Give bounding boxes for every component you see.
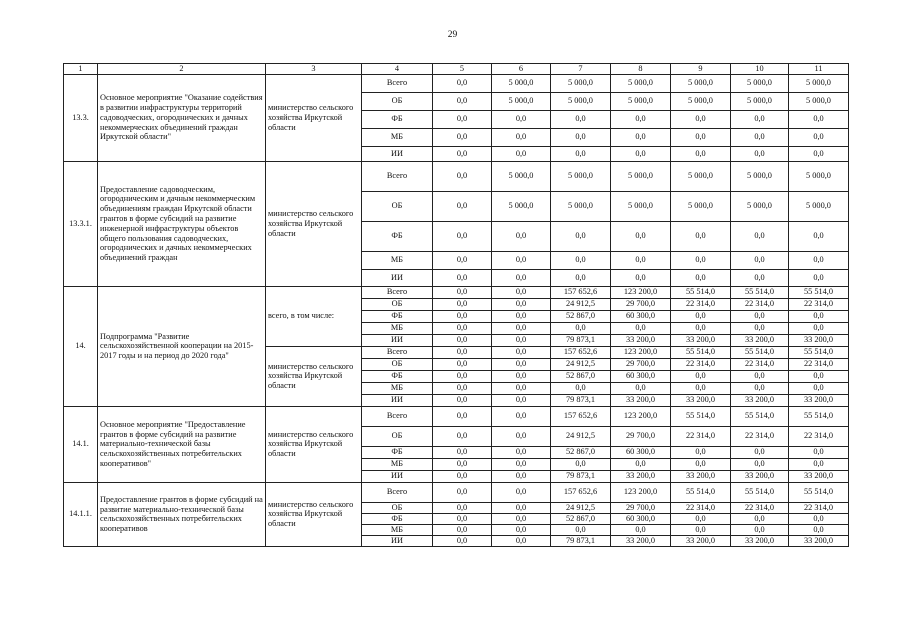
- funding-source: МБ: [362, 458, 433, 470]
- amount-cell: 5 000,0: [671, 92, 731, 110]
- measure-description: Подпрограмма "Развитие сельскохозяйственной кооперации на 2015-2017 годы и на период до 2020 года": [98, 286, 266, 406]
- amount-cell: 0,0: [731, 370, 789, 382]
- amount-cell: 0,0: [492, 502, 551, 513]
- table-row: [64, 406, 849, 426]
- amount-cell: 33 200,0: [671, 470, 731, 482]
- amount-cell: 123 200,0: [611, 346, 671, 358]
- row-code: 13.3.: [64, 74, 98, 161]
- amount-cell: 0,0: [433, 382, 492, 394]
- amount-cell: 0,0: [671, 524, 731, 535]
- column-header: 5: [433, 64, 492, 75]
- responsible-executor: министерство сельского хозяйства Иркутской области: [266, 74, 362, 161]
- amount-cell: 0,0: [611, 128, 671, 146]
- amount-cell: 0,0: [433, 482, 492, 502]
- amount-cell: 0,0: [671, 110, 731, 128]
- amount-cell: 0,0: [671, 128, 731, 146]
- funding-source: Всего: [362, 161, 433, 191]
- column-header: 10: [731, 64, 789, 75]
- amount-cell: 5 000,0: [611, 191, 671, 221]
- amount-cell: 0,0: [671, 446, 731, 458]
- amount-cell: 0,0: [731, 146, 789, 161]
- amount-cell: 60 300,0: [611, 310, 671, 322]
- amount-cell: 55 514,0: [731, 346, 789, 358]
- amount-cell: 0,0: [492, 370, 551, 382]
- amount-cell: 0,0: [671, 269, 731, 286]
- amount-cell: 0,0: [731, 524, 789, 535]
- amount-cell: 0,0: [731, 513, 789, 524]
- column-header: 9: [671, 64, 731, 75]
- amount-cell: 0,0: [433, 92, 492, 110]
- amount-cell: 33 200,0: [611, 394, 671, 406]
- amount-cell: 0,0: [789, 524, 849, 535]
- amount-cell: 5 000,0: [731, 191, 789, 221]
- amount-cell: 55 514,0: [731, 286, 789, 298]
- column-header: 11: [789, 64, 849, 75]
- amount-cell: 5 000,0: [789, 74, 849, 92]
- amount-cell: 33 200,0: [671, 535, 731, 546]
- amount-cell: 0,0: [731, 446, 789, 458]
- amount-cell: 0,0: [551, 382, 611, 394]
- amount-cell: 0,0: [731, 251, 789, 269]
- amount-cell: 0,0: [433, 146, 492, 161]
- amount-cell: 0,0: [611, 322, 671, 334]
- page-number: 29: [447, 30, 458, 40]
- amount-cell: 0,0: [551, 128, 611, 146]
- amount-cell: 5 000,0: [611, 74, 671, 92]
- amount-cell: 0,0: [433, 251, 492, 269]
- column-header: 1: [64, 64, 98, 75]
- table-row: [64, 482, 849, 502]
- amount-cell: 0,0: [433, 161, 492, 191]
- amount-cell: 0,0: [789, 382, 849, 394]
- amount-cell: 0,0: [492, 286, 551, 298]
- amount-cell: 33 200,0: [611, 470, 671, 482]
- amount-cell: 5 000,0: [731, 74, 789, 92]
- amount-cell: 0,0: [551, 110, 611, 128]
- amount-cell: 0,0: [433, 191, 492, 221]
- amount-cell: 0,0: [611, 524, 671, 535]
- amount-cell: 0,0: [433, 334, 492, 346]
- funding-source: ФБ: [362, 446, 433, 458]
- amount-cell: 33 200,0: [731, 470, 789, 482]
- amount-cell: 0,0: [492, 446, 551, 458]
- amount-cell: 0,0: [551, 146, 611, 161]
- funding-source: Всего: [362, 482, 433, 502]
- amount-cell: 0,0: [492, 382, 551, 394]
- funding-source: Всего: [362, 346, 433, 358]
- amount-cell: 157 652,6: [551, 406, 611, 426]
- amount-cell: 24 912,5: [551, 502, 611, 513]
- amount-cell: 5 000,0: [551, 92, 611, 110]
- column-header: 2: [98, 64, 266, 75]
- amount-cell: 0,0: [551, 524, 611, 535]
- amount-cell: 0,0: [611, 458, 671, 470]
- amount-cell: 29 700,0: [611, 298, 671, 310]
- amount-cell: 79 873,1: [551, 470, 611, 482]
- amount-cell: 0,0: [671, 382, 731, 394]
- amount-cell: 0,0: [433, 426, 492, 446]
- amount-cell: 60 300,0: [611, 513, 671, 524]
- amount-cell: 0,0: [671, 146, 731, 161]
- amount-cell: 0,0: [492, 128, 551, 146]
- funding-source: ИИ: [362, 470, 433, 482]
- column-header: 8: [611, 64, 671, 75]
- amount-cell: 22 314,0: [731, 298, 789, 310]
- amount-cell: 52 867,0: [551, 370, 611, 382]
- amount-cell: 5 000,0: [492, 191, 551, 221]
- amount-cell: 22 314,0: [789, 298, 849, 310]
- amount-cell: 157 652,6: [551, 482, 611, 502]
- amount-cell: 33 200,0: [611, 535, 671, 546]
- responsible-executor: всего, в том числе:: [266, 286, 362, 346]
- funding-source: ОБ: [362, 92, 433, 110]
- column-header: 4: [362, 64, 433, 75]
- amount-cell: 0,0: [433, 394, 492, 406]
- amount-cell: 0,0: [789, 221, 849, 251]
- amount-cell: 79 873,1: [551, 334, 611, 346]
- amount-cell: 0,0: [789, 310, 849, 322]
- amount-cell: 0,0: [492, 221, 551, 251]
- amount-cell: 55 514,0: [789, 482, 849, 502]
- amount-cell: 0,0: [492, 458, 551, 470]
- amount-cell: 0,0: [731, 458, 789, 470]
- amount-cell: 0,0: [551, 221, 611, 251]
- amount-cell: 123 200,0: [611, 482, 671, 502]
- amount-cell: 5 000,0: [789, 191, 849, 221]
- amount-cell: 0,0: [433, 358, 492, 370]
- amount-cell: 24 912,5: [551, 358, 611, 370]
- amount-cell: 0,0: [433, 110, 492, 128]
- amount-cell: 157 652,6: [551, 346, 611, 358]
- amount-cell: 0,0: [789, 146, 849, 161]
- funding-source: МБ: [362, 322, 433, 334]
- amount-cell: 5 000,0: [671, 161, 731, 191]
- amount-cell: 33 200,0: [731, 334, 789, 346]
- amount-cell: 0,0: [492, 310, 551, 322]
- amount-cell: 33 200,0: [731, 394, 789, 406]
- amount-cell: 0,0: [492, 358, 551, 370]
- amount-cell: 60 300,0: [611, 370, 671, 382]
- amount-cell: 0,0: [789, 110, 849, 128]
- table-row: [64, 161, 849, 191]
- amount-cell: 52 867,0: [551, 513, 611, 524]
- amount-cell: 0,0: [492, 513, 551, 524]
- amount-cell: 0,0: [551, 458, 611, 470]
- amount-cell: 55 514,0: [671, 482, 731, 502]
- funding-source: ИИ: [362, 394, 433, 406]
- amount-cell: 55 514,0: [671, 406, 731, 426]
- amount-cell: 0,0: [433, 322, 492, 334]
- measure-description: Основное мероприятие "Оказание содействия в развитии инфраструктуры территорий садоводческих, огороднических и дачных некоммерческих объединений граждан Иркутской области": [98, 74, 266, 161]
- amount-cell: 0,0: [433, 74, 492, 92]
- amount-cell: 0,0: [433, 458, 492, 470]
- amount-cell: 0,0: [492, 110, 551, 128]
- amount-cell: 33 200,0: [789, 470, 849, 482]
- amount-cell: 0,0: [492, 470, 551, 482]
- amount-cell: 55 514,0: [789, 286, 849, 298]
- budget-table: [63, 63, 849, 547]
- funding-source: ОБ: [362, 358, 433, 370]
- amount-cell: 5 000,0: [731, 161, 789, 191]
- column-header: 6: [492, 64, 551, 75]
- amount-cell: 0,0: [731, 310, 789, 322]
- funding-source: МБ: [362, 382, 433, 394]
- amount-cell: 22 314,0: [789, 502, 849, 513]
- amount-cell: 0,0: [671, 370, 731, 382]
- amount-cell: 22 314,0: [671, 426, 731, 446]
- amount-cell: 33 200,0: [611, 334, 671, 346]
- amount-cell: 0,0: [789, 446, 849, 458]
- amount-cell: 0,0: [611, 269, 671, 286]
- amount-cell: 0,0: [433, 535, 492, 546]
- amount-cell: 24 912,5: [551, 298, 611, 310]
- responsible-executor: министерство сельского хозяйства Иркутской области: [266, 161, 362, 286]
- amount-cell: 55 514,0: [731, 406, 789, 426]
- funding-source: ОБ: [362, 298, 433, 310]
- amount-cell: 0,0: [433, 446, 492, 458]
- amount-cell: 5 000,0: [789, 161, 849, 191]
- amount-cell: 33 200,0: [671, 394, 731, 406]
- amount-cell: 0,0: [492, 269, 551, 286]
- amount-cell: 0,0: [731, 382, 789, 394]
- amount-cell: 33 200,0: [789, 394, 849, 406]
- amount-cell: 22 314,0: [731, 426, 789, 446]
- amount-cell: 33 200,0: [789, 334, 849, 346]
- amount-cell: 22 314,0: [671, 358, 731, 370]
- funding-source: Всего: [362, 74, 433, 92]
- funding-source: МБ: [362, 251, 433, 269]
- amount-cell: 123 200,0: [611, 406, 671, 426]
- amount-cell: 0,0: [671, 221, 731, 251]
- amount-cell: 0,0: [789, 128, 849, 146]
- amount-cell: 24 912,5: [551, 426, 611, 446]
- funding-source: ИИ: [362, 269, 433, 286]
- amount-cell: 0,0: [731, 110, 789, 128]
- amount-cell: 22 314,0: [789, 426, 849, 446]
- amount-cell: 0,0: [611, 221, 671, 251]
- amount-cell: 0,0: [671, 322, 731, 334]
- amount-cell: 0,0: [789, 269, 849, 286]
- amount-cell: 0,0: [492, 334, 551, 346]
- measure-description: Предоставление грантов в форме субсидий на развитие материально-технической базы сельскохозяйственных потребительских кооперативов: [98, 482, 266, 546]
- amount-cell: 22 314,0: [731, 502, 789, 513]
- amount-cell: 0,0: [789, 322, 849, 334]
- funding-source: ИИ: [362, 334, 433, 346]
- amount-cell: 0,0: [492, 524, 551, 535]
- amount-cell: 0,0: [611, 146, 671, 161]
- amount-cell: 0,0: [731, 221, 789, 251]
- amount-cell: 55 514,0: [671, 286, 731, 298]
- amount-cell: 29 700,0: [611, 358, 671, 370]
- amount-cell: 29 700,0: [611, 502, 671, 513]
- amount-cell: 0,0: [433, 406, 492, 426]
- measure-description: Предоставление садоводческим, огородническим и дачным некоммерческим объединениям граждан Иркутской области грантов в форме субсидий на развитие инженерной инфраструктуры объектов общего пользования садоводческих, огороднических и дачных некоммерческих объединений граждан: [98, 161, 266, 286]
- amount-cell: 0,0: [433, 310, 492, 322]
- amount-cell: 0,0: [551, 251, 611, 269]
- funding-source: ФБ: [362, 110, 433, 128]
- amount-cell: 55 514,0: [789, 346, 849, 358]
- amount-cell: 0,0: [731, 269, 789, 286]
- row-code: 14.: [64, 286, 98, 406]
- table-row: [64, 74, 849, 92]
- measure-description: Основное мероприятие "Предоставление грантов в форме субсидий на развитие материально-технической базы сельскохозяйственных потребительских кооперативов": [98, 406, 266, 482]
- amount-cell: 5 000,0: [492, 74, 551, 92]
- amount-cell: 0,0: [731, 322, 789, 334]
- amount-cell: 55 514,0: [731, 482, 789, 502]
- amount-cell: 0,0: [551, 322, 611, 334]
- amount-cell: 55 514,0: [671, 346, 731, 358]
- amount-cell: 0,0: [611, 110, 671, 128]
- funding-source: Всего: [362, 286, 433, 298]
- amount-cell: 0,0: [731, 128, 789, 146]
- amount-cell: 79 873,1: [551, 394, 611, 406]
- amount-cell: 0,0: [492, 394, 551, 406]
- amount-cell: 0,0: [551, 269, 611, 286]
- amount-cell: 0,0: [492, 426, 551, 446]
- amount-cell: 0,0: [492, 346, 551, 358]
- amount-cell: 22 314,0: [731, 358, 789, 370]
- amount-cell: 5 000,0: [789, 92, 849, 110]
- amount-cell: 0,0: [433, 286, 492, 298]
- responsible-executor: министерство сельского хозяйства Иркутской области: [266, 482, 362, 546]
- amount-cell: 0,0: [671, 513, 731, 524]
- amount-cell: 0,0: [433, 346, 492, 358]
- amount-cell: 0,0: [789, 458, 849, 470]
- responsible-executor: министерство сельского хозяйства Иркутской области: [266, 406, 362, 482]
- amount-cell: 5 000,0: [551, 161, 611, 191]
- amount-cell: 5 000,0: [492, 161, 551, 191]
- funding-source: ОБ: [362, 426, 433, 446]
- row-code: 14.1.: [64, 406, 98, 482]
- amount-cell: 22 314,0: [671, 298, 731, 310]
- amount-cell: 157 652,6: [551, 286, 611, 298]
- amount-cell: 55 514,0: [789, 406, 849, 426]
- amount-cell: 0,0: [789, 370, 849, 382]
- amount-cell: 0,0: [671, 251, 731, 269]
- row-code: 13.3.1.: [64, 161, 98, 286]
- funding-source: МБ: [362, 524, 433, 535]
- funding-source: МБ: [362, 128, 433, 146]
- amount-cell: 0,0: [492, 535, 551, 546]
- amount-cell: 0,0: [671, 458, 731, 470]
- amount-cell: 0,0: [671, 310, 731, 322]
- amount-cell: 22 314,0: [671, 502, 731, 513]
- funding-source: ФБ: [362, 370, 433, 382]
- amount-cell: 52 867,0: [551, 446, 611, 458]
- amount-cell: 0,0: [433, 269, 492, 286]
- funding-source: ФБ: [362, 513, 433, 524]
- amount-cell: 79 873,1: [551, 535, 611, 546]
- funding-source: Всего: [362, 406, 433, 426]
- amount-cell: 5 000,0: [551, 191, 611, 221]
- amount-cell: 5 000,0: [551, 74, 611, 92]
- amount-cell: 5 000,0: [492, 92, 551, 110]
- funding-source: ОБ: [362, 191, 433, 221]
- table-row: [64, 286, 849, 298]
- amount-cell: 5 000,0: [671, 74, 731, 92]
- amount-cell: 0,0: [433, 470, 492, 482]
- amount-cell: 0,0: [433, 370, 492, 382]
- responsible-executor: министерство сельского хозяйства Иркутской области: [266, 346, 362, 406]
- amount-cell: 0,0: [492, 322, 551, 334]
- column-header: 7: [551, 64, 611, 75]
- amount-cell: 0,0: [433, 502, 492, 513]
- amount-cell: 0,0: [433, 128, 492, 146]
- row-code: 14.1.1.: [64, 482, 98, 546]
- amount-cell: 123 200,0: [611, 286, 671, 298]
- amount-cell: 0,0: [789, 513, 849, 524]
- amount-cell: 0,0: [433, 298, 492, 310]
- funding-source: ОБ: [362, 502, 433, 513]
- amount-cell: 0,0: [492, 482, 551, 502]
- amount-cell: 0,0: [611, 251, 671, 269]
- amount-cell: 0,0: [492, 251, 551, 269]
- funding-source: ИИ: [362, 146, 433, 161]
- column-header: 3: [266, 64, 362, 75]
- amount-cell: 33 200,0: [671, 334, 731, 346]
- amount-cell: 0,0: [433, 513, 492, 524]
- amount-cell: 0,0: [433, 524, 492, 535]
- funding-source: ИИ: [362, 535, 433, 546]
- amount-cell: 29 700,0: [611, 426, 671, 446]
- amount-cell: 0,0: [611, 382, 671, 394]
- funding-source: ФБ: [362, 221, 433, 251]
- amount-cell: 0,0: [492, 406, 551, 426]
- amount-cell: 33 200,0: [731, 535, 789, 546]
- amount-cell: 22 314,0: [789, 358, 849, 370]
- amount-cell: 5 000,0: [671, 191, 731, 221]
- amount-cell: 0,0: [433, 221, 492, 251]
- table-body: [64, 74, 849, 546]
- funding-source: ФБ: [362, 310, 433, 322]
- amount-cell: 5 000,0: [611, 92, 671, 110]
- amount-cell: 33 200,0: [789, 535, 849, 546]
- amount-cell: 0,0: [789, 251, 849, 269]
- amount-cell: 0,0: [492, 146, 551, 161]
- amount-cell: 52 867,0: [551, 310, 611, 322]
- amount-cell: 60 300,0: [611, 446, 671, 458]
- amount-cell: 5 000,0: [731, 92, 789, 110]
- amount-cell: 0,0: [492, 298, 551, 310]
- column-header-row: [64, 64, 849, 75]
- amount-cell: 5 000,0: [611, 161, 671, 191]
